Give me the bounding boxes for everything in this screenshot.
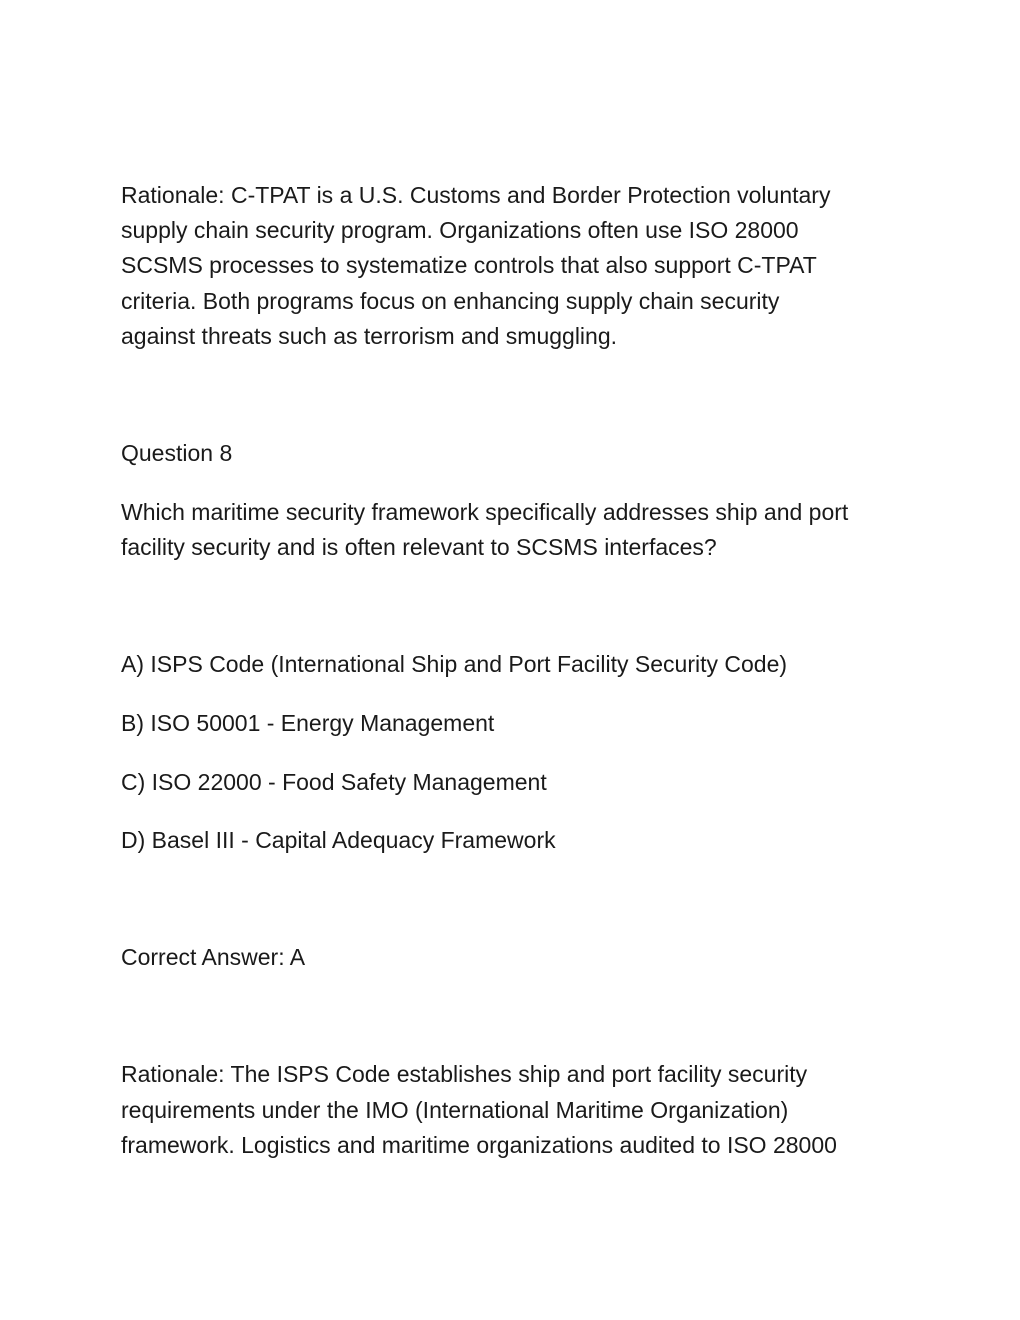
rationale-previous-line: SCSMS processes to systematize controls that also support C-TPAT xyxy=(121,252,817,278)
rationale-current-line: framework. Logistics and maritime organizations audited to ISO 28000 xyxy=(121,1132,837,1158)
rationale-previous-line: criteria. Both programs focus on enhancing supply chain security xyxy=(121,288,780,314)
rationale-current-line: Rationale: The ISPS Code establishes ship and port facility security xyxy=(121,1061,808,1087)
rationale-current-line: requirements under the IMO (International Maritime Organization) xyxy=(121,1097,789,1123)
option-d: D) Basel III - Capital Adequacy Framework xyxy=(121,827,556,853)
correct-answer: Correct Answer: A xyxy=(121,944,306,970)
option-a: A) ISPS Code (International Ship and Port Facility Security Code) xyxy=(121,651,788,677)
question-text-line: facility security and is often relevant to SCSMS interfaces? xyxy=(121,534,717,560)
question-text-line: Which maritime security framework specifically addresses ship and port xyxy=(121,499,849,525)
option-c: C) ISO 22000 - Food Safety Management xyxy=(121,769,547,795)
rationale-previous-line: against threats such as terrorism and smuggling. xyxy=(121,323,618,349)
question-heading: Question 8 xyxy=(121,440,233,466)
rationale-previous-line: supply chain security program. Organizations often use ISO 28000 xyxy=(121,217,799,243)
option-b: B) ISO 50001 - Energy Management xyxy=(121,710,495,736)
rationale-previous-line: Rationale: C-TPAT is a U.S. Customs and Border Protection voluntary xyxy=(121,182,831,208)
